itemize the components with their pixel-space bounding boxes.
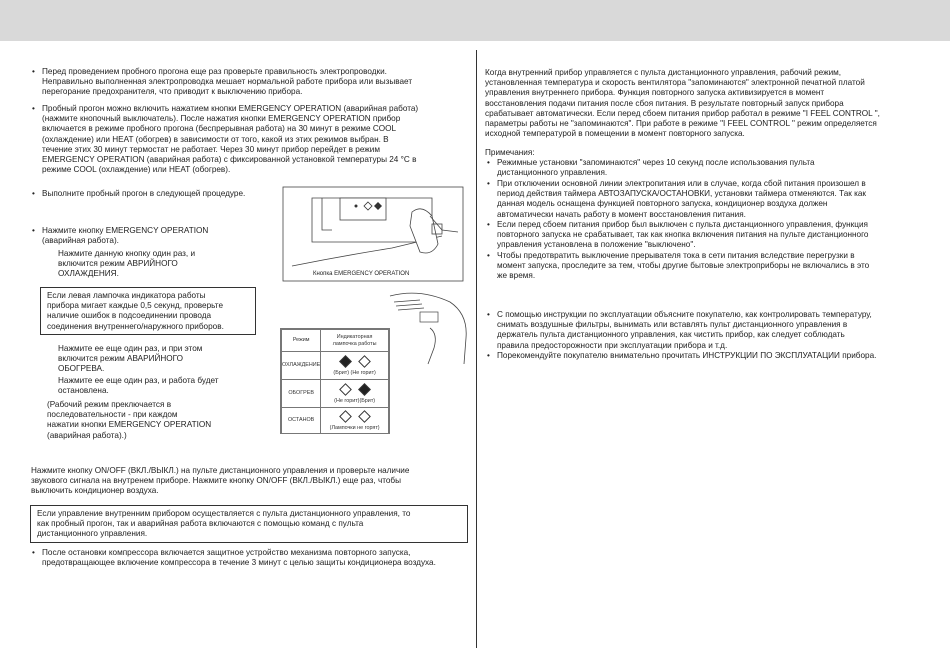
note-box-remote: Если управление внутренним прибором осуществляется с пульта дистанционного управления, то как пробный прогон, так и аварийная работа включаются с помощью команд с пульта дистанционного управления. <box>30 505 468 543</box>
step-stop: Нажмите ее еще один раз, и работа будет остановлена. <box>58 376 219 396</box>
note-item: • Если перед сбоем питания прибор был выключен с пульта дистанционного управления, функция повторного запуска не срабатывает, так как кнопка включения питания на пульте дистанционного управления установлена в положение "выключено". <box>487 220 937 251</box>
lamp-off-icon <box>358 355 371 368</box>
row-heat-lamps <box>321 380 389 408</box>
lamp-blinking-icon <box>358 383 371 396</box>
lamp-off-icon <box>339 383 352 396</box>
emergency-button-illustration <box>282 186 464 282</box>
row-stop-label: ОСТАНОВ <box>282 408 321 434</box>
note-item: • Чтобы предотвратить выключение прерывателя тока в сети питания вследствие перегрузки в момент запуска, проследите за тем, чтобы другие бытовые электроприборы не включались в это же время. <box>487 251 937 282</box>
figure-caption: Кнопка EMERGENCY OPERATION <box>313 271 410 277</box>
notes-title: Примечания: <box>485 148 535 157</box>
note-item: • Режимные установки "запоминаются" через 10 секунд после использования пульта дистанционного управления. <box>487 158 937 178</box>
onoff-instruction: Нажмите кнопку ON/OFF (ВКЛ./ВЫКЛ.) на пульте дистанционного управления и проверьте наличие звукового сигнала на внутренем приборе. Нажмите кнопку ON/OFF (ВКЛ./ВЫКЛ.) еще раз, чтобы выключить кондиционер воздуха. <box>31 466 410 496</box>
lamp-off-icon <box>358 410 371 423</box>
row-cool-note: (Брит) (Не горит) <box>333 370 376 376</box>
bullet-test-run: • Пробный прогон можно включить нажатием кнопки EMERGENCY OPERATION (аварийная работа) (нажмите кнопочный выключатель). После нажатия кнопки EMERGENCY OPERATION прибор включается в режиме пробного прогона (беспрерывная работа) на 30 минут в режиме COOL (охлаждение) или HEAT (обогрев) в зависимости от того, какой из этих режимов выбран. В течение этих 30 минут термостат не работает. Через 30 минут прибор перейдет в режим EMERGENCY OPERATION (аварийная работа) с фиксированной установкой температуры 24 °С в режиме COOL (охлаждение) или HEAT (обогрев). <box>32 104 472 175</box>
note-box-lamp-blink: Если левая лампочка индикатора работы прибора мигает каждые 0,5 секунд, проверьте наличие ошибок в подсоединении провода соединения внутреннего/наружного приборов. <box>40 287 256 335</box>
remote-hand-illustration <box>380 288 470 368</box>
header-band <box>0 0 950 41</box>
row-cool-label: ОХЛАЖДЕНИЕ <box>282 352 321 380</box>
mode-sequence-note: (Рабочий режим преключается в последовательности - при каждом нажатии кнопки EMERGENCY OPERATION (аварийная работа).) <box>47 400 212 440</box>
col-lamp-header: Индикаторная лампочка работы <box>321 330 389 352</box>
lamp-off-icon <box>339 410 352 423</box>
row-heat-label: ОБОГРЕВ <box>282 380 321 408</box>
lamp-blinking-icon <box>339 355 352 368</box>
note-item: • При отключении основной линии электропитания или в случае, когда сбой питания произошел в период действия таймера АВТОЗАПУСКА/ОСТАНОВКИ, установки таймера отменяются. Так как данная модель оснащена функцией повторного запуска, кондиционер воздуха должен автоматически начать работу в момент восстановления питания. <box>487 179 937 220</box>
restart-paragraph: Когда внутренний прибор управляется с пульта дистанционного управления, рабочий режим, установленная температура и скорость вентилятора "запоминаются" электронной печатной платой управления внутреннего прибора. Функция повторного запуска активизируется в момент восстановления подачи питания после сбоя питания. В результате повторный запуск прибора срабатывает автоматически. Если перед сбоем питания прибор работал в режиме "I FEEL CONTROL ", параметры работы не "запоминаются". При работе в режиме "I FEEL CONTROL " режим определяется исходной температурой в помещении в момент повторного запуска. <box>485 68 880 139</box>
row-cool-lamps <box>321 352 389 380</box>
bullet-wiring-check: • Перед проведением пробного прогона еще раз проверьте правильность электропроводки. Неправильно выполненная электропроводка мешает нормальной работе прибора или вызывает перегорание предохранителя, что приводит к выключению прибора. <box>32 67 472 98</box>
bullet-restart-protection: • После остановки компрессора включается защитное устройство механизма повторного запуска, предотвращающее включение компрессора в течение 3 минут с целью защиты кондиционера воздуха. <box>32 548 482 568</box>
col-mode-header: Режим <box>282 330 321 352</box>
row-heat-note: (Не горит)(Брит) <box>334 398 376 404</box>
bullet-procedure: • Выполните пробный прогон в следующей процедуре. <box>32 189 292 199</box>
instruction-item: • С помощью инструкции по эксплуатации объясните покупателю, как контролировать температуру, снимать воздушные фильтры, вынимать или вставлять пульт дистанционного управления в держатель пульта дистанционного управления, как чистить прибор, как следует соблюдать правила предосторожности при эксплуатации прибора и т.д. <box>487 310 937 351</box>
row-stop-lamps <box>321 408 389 434</box>
step-emergency-cool: Нажмите данную кнопку один раз, и включится режим АВРИЙНОГО ОХЛАЖДЕНИЯ. <box>58 249 196 279</box>
bullet-press-emergency: • Нажмите кнопку EMERGENCY OPERATION (аварийная работа). <box>32 226 282 246</box>
indicator-table <box>280 328 390 434</box>
row-stop-note: (Лампочки не горят) <box>329 425 380 431</box>
step-emergency-heat: Нажмите ее еще один раз, и при этом включится режим АВАРИЙНОГО ОБОГРЕВА. <box>58 344 203 374</box>
instruction-item: • Порекомендуйте покупателю внимательно прочитать ИНСТРУКЦИИ ПО ЭКСПЛУАТАЦИИ прибора. <box>487 351 937 361</box>
